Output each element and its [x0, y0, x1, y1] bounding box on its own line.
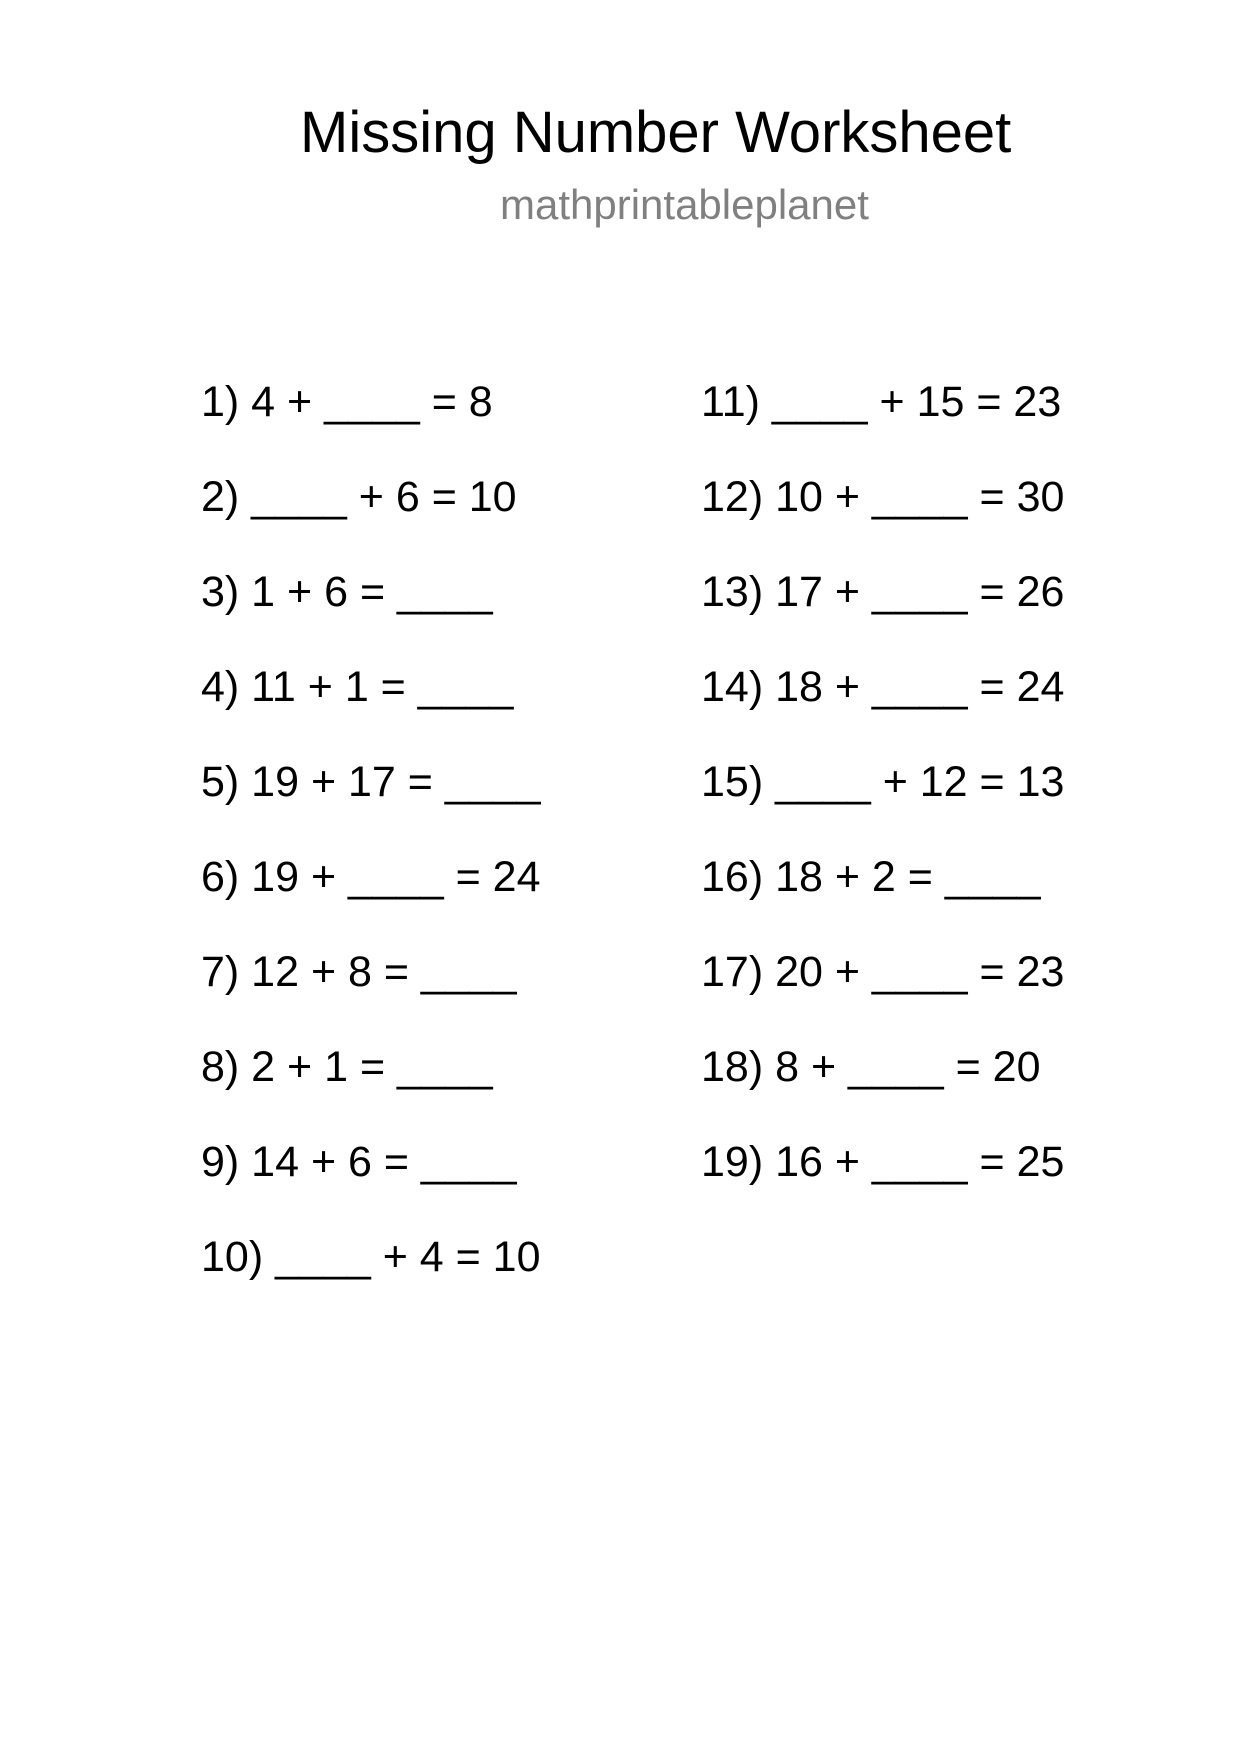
problem-3: 3) 1 + 6 = ____: [201, 568, 493, 616]
problem-14: 14) 18 + ____ = 24: [701, 663, 1065, 711]
problem-17: 17) 20 + ____ = 23: [701, 948, 1065, 996]
problem-12: 12) 10 + ____ = 30: [701, 473, 1065, 521]
problem-1: 1) 4 + ____ = 8: [201, 378, 493, 426]
problem-11: 11) ____ + 15 = 23: [701, 378, 1062, 426]
problem-4: 4) 11 + 1 = ____: [201, 663, 514, 711]
problem-19: 19) 16 + ____ = 25: [701, 1138, 1065, 1186]
problems-column-left: [201, 355, 541, 1305]
problem-10: 10) ____ + 4 = 10: [201, 1233, 541, 1281]
problem-15: 15) ____ + 12 = 13: [701, 758, 1065, 806]
problem-9: 9) 14 + 6 = ____: [201, 1138, 517, 1186]
problem-7: 7) 12 + 8 = ____: [201, 948, 517, 996]
problem-18: 18) 8 + ____ = 20: [701, 1043, 1041, 1091]
worksheet-subtitle: mathprintableplanet: [500, 181, 869, 228]
problem-5: 5) 19 + 17 = ____: [201, 758, 541, 806]
worksheet-title: Missing Number Worksheet: [300, 100, 1012, 165]
problem-13: 13) 17 + ____ = 26: [701, 568, 1065, 616]
problem-8: 8) 2 + 1 = ____: [201, 1043, 493, 1091]
problem-6: 6) 19 + ____ = 24: [201, 853, 541, 901]
problems-column-right: [701, 355, 1064, 1210]
problem-2: 2) ____ + 6 = 10: [201, 473, 517, 521]
problem-16: 16) 18 + 2 = ____: [701, 853, 1041, 901]
